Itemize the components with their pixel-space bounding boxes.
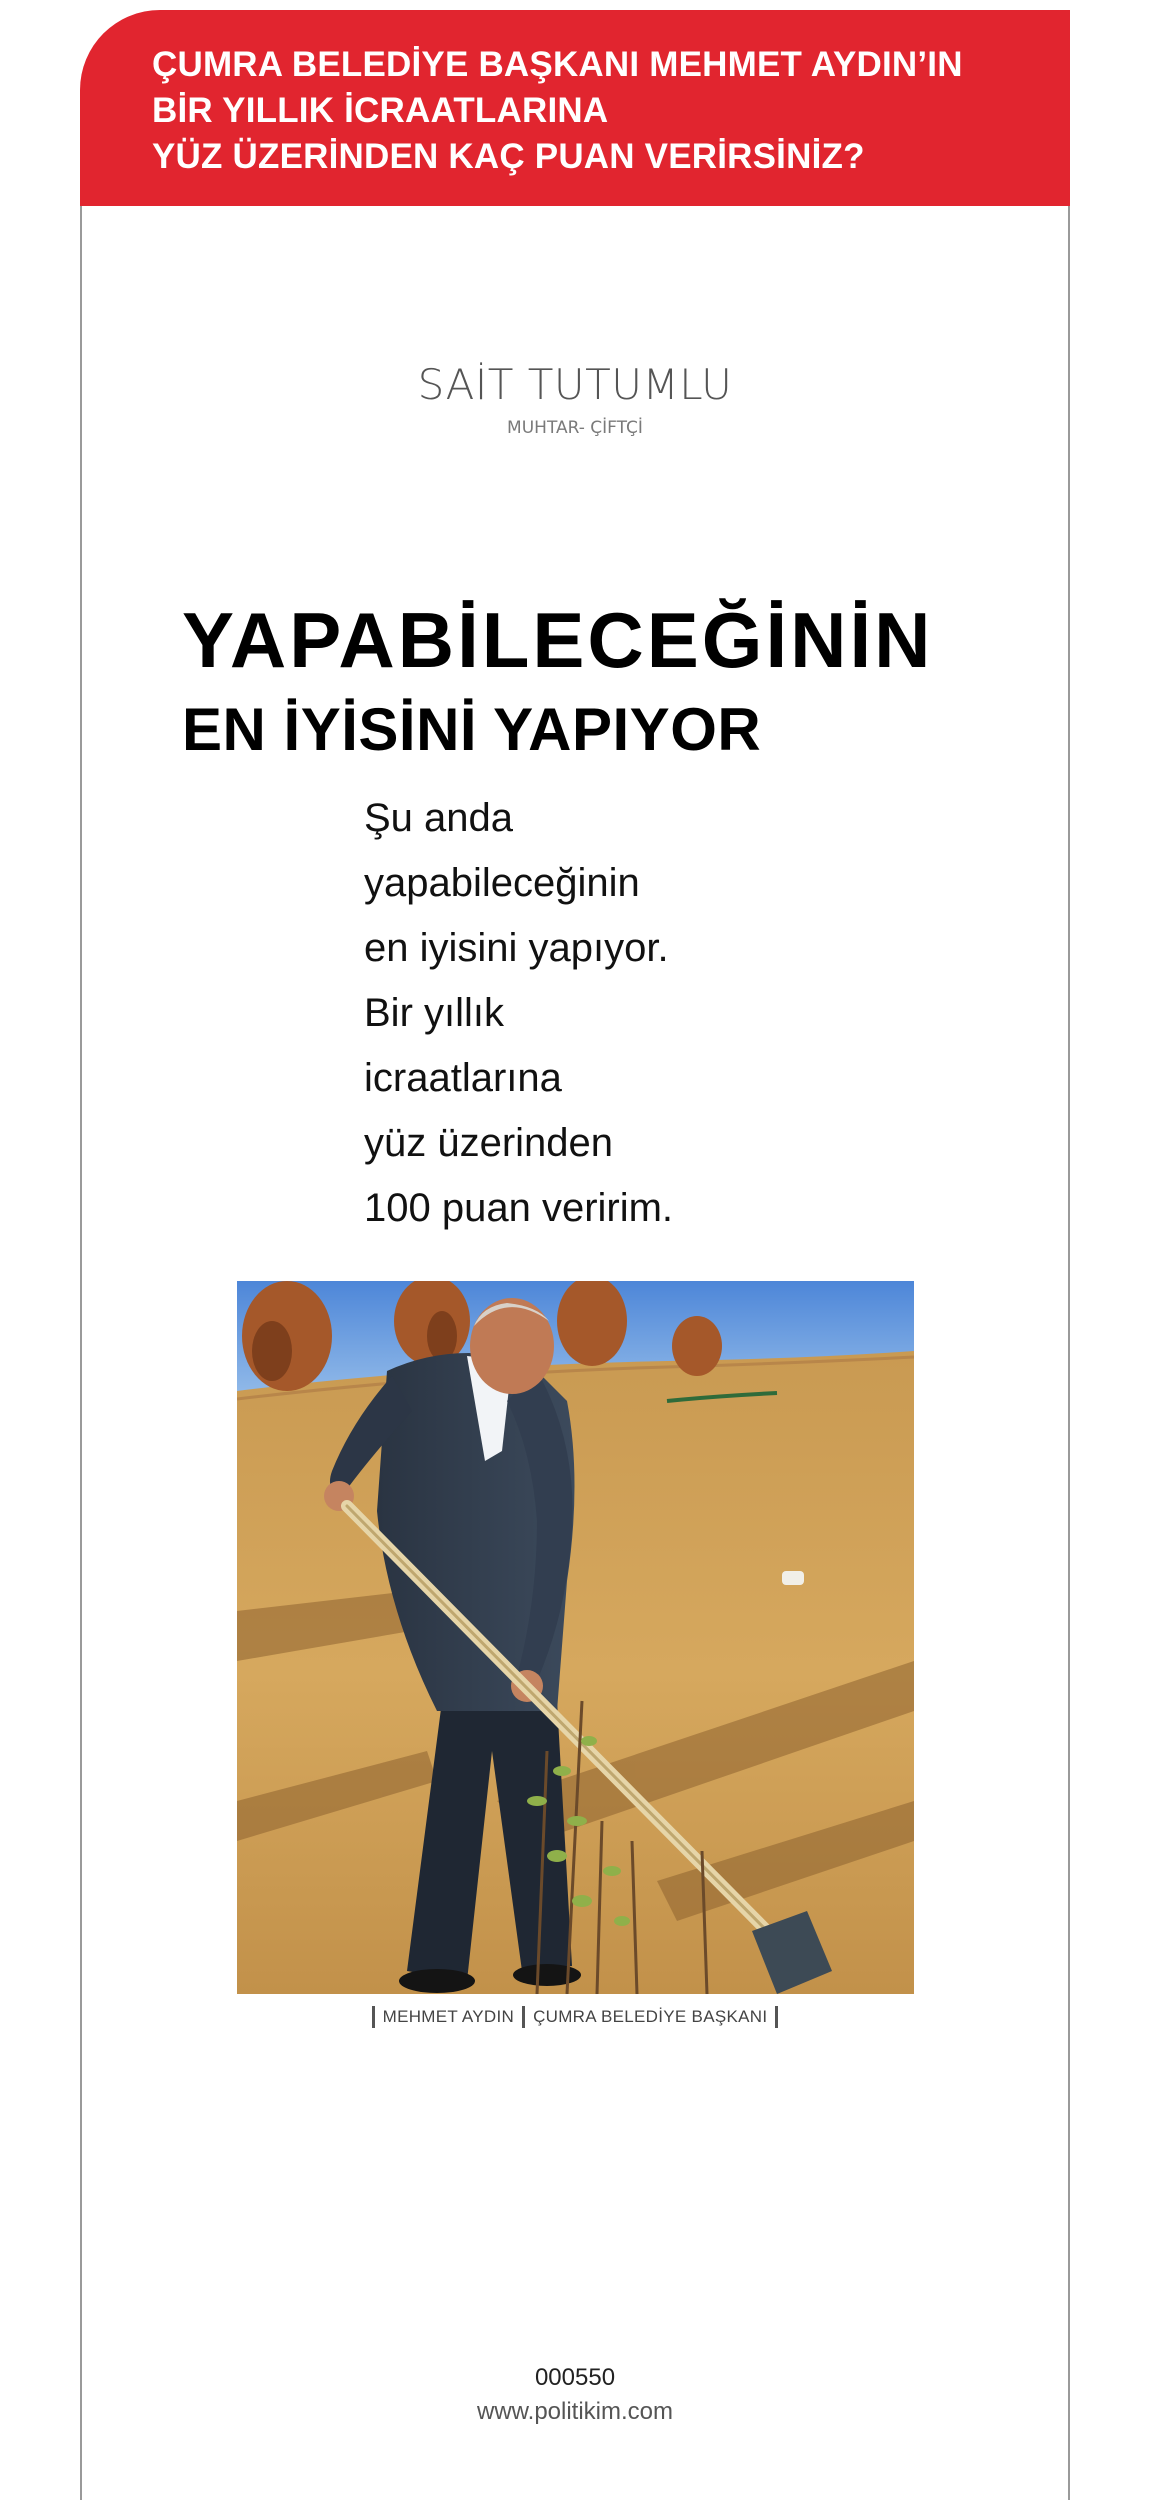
header-line-2: BİR YILLIK İCRAATLARINA — [152, 91, 609, 130]
headline-line-2: EN İYİSİNİ YAPIYOR — [182, 696, 762, 763]
footer-url[interactable]: www.politikim.com — [476, 2398, 674, 2425]
quote-line-5: icraatlarına — [364, 1056, 562, 1100]
header-line-1: ÇUMRA BELEDİYE BAŞKANI MEHMET AYDIN’IN — [152, 45, 963, 84]
frame-right-rule — [1068, 205, 1070, 2500]
caption-divider — [522, 2006, 525, 2028]
quote-line-3: en iyisini yapıyor. — [364, 926, 669, 970]
caption-title: ÇUMRA BELEDİYE BAŞKANI — [533, 2007, 768, 2026]
footer — [0, 2362, 1150, 2430]
author-block — [0, 358, 1150, 442]
frame-left-rule — [80, 205, 82, 2500]
quote-line-6: yüz üzerinden — [364, 1121, 614, 1165]
header-banner — [80, 10, 1070, 206]
footer-code: 000550 — [534, 2364, 616, 2391]
header-line-3: YÜZ ÜZERİNDEN KAÇ PUAN VERİRSİNİZ? — [152, 137, 865, 176]
author-name: SAİT TUTUMLU — [417, 360, 733, 409]
quote-line-1: Şu anda — [364, 796, 514, 840]
quote-line-7: 100 puan veririm. — [364, 1186, 674, 1230]
photo-caption — [0, 2006, 1150, 2028]
headline-line-1: YAPABİLECEĞİNİN — [182, 596, 934, 684]
quote-line-4: Bir yıllık — [364, 991, 504, 1035]
quote-line-2: yapabileceğinin — [364, 861, 640, 905]
quote-body — [364, 786, 824, 1241]
caption-name: MEHMET AYDIN — [382, 2007, 515, 2026]
caption-divider — [372, 2006, 375, 2028]
author-role: MUHTAR- ÇİFTÇİ — [507, 418, 643, 438]
mayor-photo — [237, 1281, 914, 1994]
caption-divider — [775, 2006, 778, 2028]
